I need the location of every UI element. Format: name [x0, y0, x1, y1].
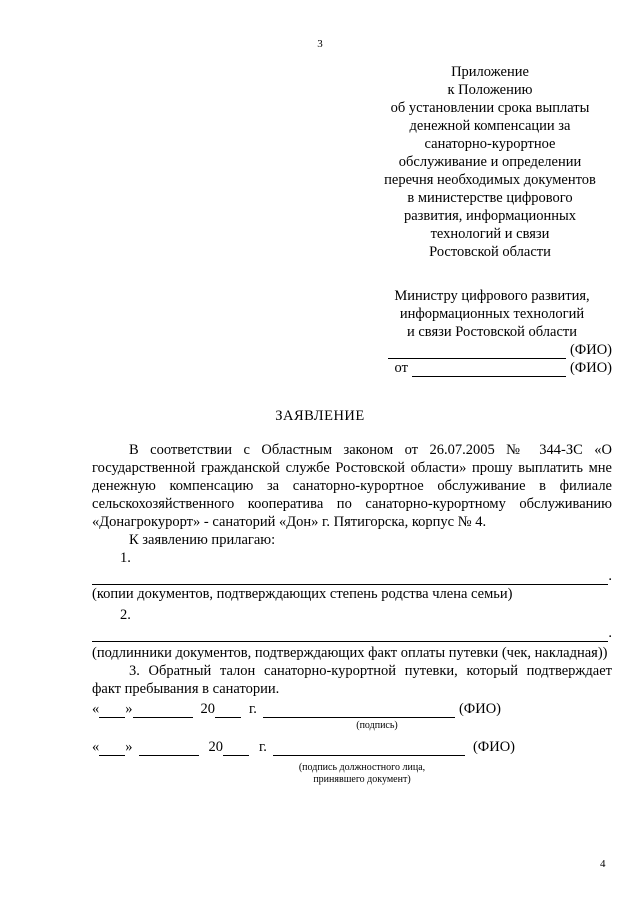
addressee-line: информационных технологий — [399, 306, 585, 322]
month-field[interactable] — [133, 703, 193, 718]
appendix-line: к Положению — [447, 82, 533, 98]
from-label: от — [394, 360, 408, 376]
applicant-signature-row — [92, 698, 612, 718]
official-caption — [92, 756, 612, 786]
official-caption-line: (подпись должностного лица, — [298, 762, 426, 773]
applicant-signature-field[interactable] — [263, 703, 455, 718]
official-signature-field[interactable] — [273, 741, 465, 756]
fio-label: (ФИО) — [458, 701, 501, 717]
appendix-line: технологий и связи — [430, 226, 550, 242]
appendix-line: санаторно-курортное — [424, 136, 556, 152]
appendix-line: Ростовской области — [429, 244, 551, 260]
sender-fio-row — [380, 359, 612, 377]
fio-label: (ФИО) — [569, 342, 612, 358]
appendix-line: развития, информационных — [403, 208, 577, 224]
appendix-line: Приложение — [451, 64, 529, 80]
attachment-3: 3. Обратный талон санаторно-курортной путевки, который подтверждает факт пребывания в санатории. — [92, 663, 612, 697]
appendix-header — [372, 63, 608, 261]
year-prefix: 20 — [208, 739, 223, 755]
appendix-line: денежной компенсации за — [409, 118, 571, 134]
document-body — [92, 441, 612, 786]
day-field[interactable] — [99, 703, 125, 718]
appendix-line: в министерстве цифрового — [407, 190, 573, 206]
page-number-bottom: 4 — [600, 858, 606, 870]
month-field[interactable] — [139, 741, 199, 756]
addressee-block — [372, 287, 612, 377]
fio-label: (ФИО) — [569, 360, 612, 376]
quote-open: « — [92, 739, 100, 755]
attachment-1-number: 1. — [120, 550, 131, 566]
sender-fio-field[interactable] — [412, 362, 566, 377]
official-signature-row — [92, 736, 612, 756]
fio-label: (ФИО) — [472, 739, 515, 755]
quote-close: » — [125, 739, 133, 755]
attachment-2-number: 2. — [120, 607, 131, 623]
year-field[interactable] — [215, 703, 241, 718]
year-suffix: г. — [249, 701, 257, 717]
year-prefix: 20 — [200, 701, 215, 717]
attachment-1-note: (копии документов, подтверждающих степень родства члена семьи) — [92, 586, 513, 602]
attachment-1-field[interactable]: . — [92, 567, 612, 585]
official-caption-line: принявшего документ) — [313, 774, 411, 785]
appendix-line: перечня необходимых документов — [384, 172, 596, 188]
quote-open: « — [92, 701, 100, 717]
appendix-line: об установлении срока выплаты — [390, 100, 590, 116]
addressee-line: и связи Ростовской области — [406, 324, 577, 340]
addressee-line: Министру цифрового развития, — [394, 288, 590, 304]
year-suffix: г. — [259, 739, 267, 755]
appendix-line: обслуживание и определении — [398, 154, 582, 170]
addressee-fio-row — [380, 341, 612, 359]
request-paragraph: В соответствии с Областным законом от 26.07.2005 № 344-ЗС «О государственной гражданской службе Ростовской области» прошу выплатить мне денежную компенсацию за санаторно-курортное обслуживание в филиале сельскохозяйственного кооператива по санаторно-курортному обслуживанию «Донагрокурорт» - санаторий «Дон» г. Пятигорска, корпус № 4. — [92, 442, 612, 530]
attachment-2-field[interactable]: . — [92, 624, 612, 642]
page-number-top: 3 — [317, 38, 323, 50]
signature-caption: (подпись) — [356, 720, 398, 731]
year-field[interactable] — [223, 741, 249, 756]
addressee-fio-field[interactable] — [388, 344, 566, 359]
document-title: ЗАЯВЛЕНИЕ — [275, 408, 365, 424]
quote-close: » — [125, 701, 133, 717]
day-field[interactable] — [99, 741, 125, 756]
attachments-intro: К заявлению прилагаю: — [129, 532, 276, 548]
attachment-2-note: (подлинники документов, подтверждающих факт оплаты путевки (чек, накладная)) — [92, 645, 608, 661]
